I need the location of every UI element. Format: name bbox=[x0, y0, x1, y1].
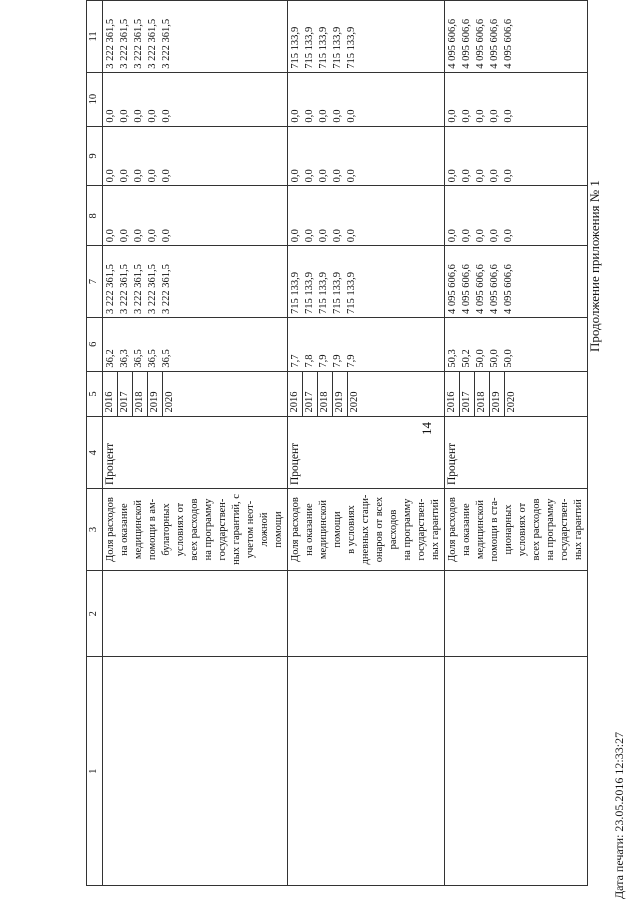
col7-value: 715 133,9 bbox=[290, 271, 301, 314]
col6-value: 36,5 bbox=[147, 349, 158, 368]
column-header: 8 bbox=[87, 186, 103, 246]
col8-value: 0,0 bbox=[447, 229, 458, 243]
col10-cell bbox=[288, 72, 445, 126]
column-header: 1 bbox=[87, 657, 103, 886]
col8-value: 0,0 bbox=[489, 229, 500, 243]
print-date: Дата печати: 23.05.2016 12:33:27 bbox=[612, 731, 626, 899]
unit-cell: Процент bbox=[445, 417, 588, 489]
continuation-title: Продолжение приложения № 1 bbox=[587, 180, 602, 352]
column-header: 5 bbox=[87, 371, 103, 417]
col8-value: 0,0 bbox=[475, 229, 486, 243]
indicator_lines-value: на оказание bbox=[119, 503, 130, 556]
col11-cell bbox=[103, 1, 288, 73]
col7-cell bbox=[288, 246, 445, 318]
years-value: 2017 bbox=[303, 372, 318, 417]
indicator_lines-value: помощи bbox=[273, 511, 284, 548]
unit-cell: Процент bbox=[288, 417, 445, 489]
page-number: 14 bbox=[419, 422, 434, 435]
appendix-table bbox=[86, 0, 588, 886]
col9-value: 0,0 bbox=[346, 169, 357, 183]
col8-value: 0,0 bbox=[105, 229, 116, 243]
col10-value: 0,0 bbox=[304, 109, 315, 123]
col11-value: 4 095 606,6 bbox=[461, 18, 472, 69]
col10-value: 0,0 bbox=[461, 109, 472, 123]
unit-cell: Процент bbox=[103, 417, 288, 489]
indicator_lines-value: Доля расходов bbox=[105, 497, 116, 562]
indicator_lines-value: Доля расходов bbox=[447, 497, 458, 562]
col7-value: 4 095 606,6 bbox=[447, 264, 458, 314]
years-value: 2019 bbox=[333, 372, 348, 417]
column-2-cell bbox=[445, 570, 588, 657]
column-header: 11 bbox=[87, 1, 103, 73]
header-row bbox=[87, 1, 103, 886]
col11-value: 4 095 606,6 bbox=[503, 18, 514, 69]
col7-value: 3 222 361,5 bbox=[119, 264, 130, 314]
indicator_lines-value: условиях от bbox=[517, 502, 528, 557]
col11-value: 3 222 361,5 bbox=[147, 18, 158, 69]
column-1-cell bbox=[103, 657, 288, 886]
years-value: 2019 bbox=[490, 372, 505, 417]
col6-value: 7,8 bbox=[304, 354, 315, 368]
col10-cell bbox=[445, 72, 588, 126]
col11-value: 715 133,9 bbox=[304, 26, 315, 69]
indicator_lines-value: ных гарантий bbox=[573, 499, 584, 560]
col8-value: 0,0 bbox=[119, 229, 130, 243]
col8-value: 0,0 bbox=[133, 229, 144, 243]
col6-value: 7,9 bbox=[332, 354, 343, 368]
col6-value: 50,0 bbox=[475, 349, 486, 368]
col9-value: 0,0 bbox=[332, 169, 343, 183]
column-1-cell bbox=[288, 657, 445, 886]
col10-value: 0,0 bbox=[119, 109, 130, 123]
col8-value: 0,0 bbox=[304, 229, 315, 243]
indicator_lines-value: всех расходов bbox=[531, 498, 542, 561]
years-cell bbox=[103, 371, 288, 417]
col7-value: 3 222 361,5 bbox=[147, 264, 158, 314]
years-value: 2020 bbox=[506, 391, 517, 413]
indicator_lines-value: на оказание bbox=[304, 503, 315, 556]
col10-value: 0,0 bbox=[489, 109, 500, 123]
col9-value: 0,0 bbox=[503, 169, 514, 183]
col8-value: 0,0 bbox=[290, 229, 301, 243]
years-value: 2017 bbox=[460, 372, 475, 417]
col7-value: 4 095 606,6 bbox=[489, 264, 500, 314]
indicator_lines-value: помощи в ста- bbox=[489, 497, 500, 562]
col9-value: 0,0 bbox=[290, 169, 301, 183]
col6-value: 50,0 bbox=[489, 349, 500, 368]
col11-value: 4 095 606,6 bbox=[447, 18, 458, 69]
indicator_lines-value: ционарных bbox=[503, 504, 514, 555]
indicator_lines-value: расходов bbox=[388, 509, 399, 550]
col7-value: 4 095 606,6 bbox=[503, 264, 514, 314]
col9-value: 0,0 bbox=[304, 169, 315, 183]
indicator_lines-value: медицинской bbox=[475, 499, 486, 560]
column-2-cell bbox=[103, 570, 288, 657]
years-value: 2018 bbox=[318, 372, 333, 417]
col7-value: 715 133,9 bbox=[332, 271, 343, 314]
years-value: 2016 bbox=[103, 372, 118, 417]
indicator_lines-value: ложной bbox=[259, 512, 270, 547]
indicator-name-cell bbox=[103, 489, 288, 571]
years-value: 2016 bbox=[288, 372, 303, 417]
years-value: 2020 bbox=[164, 391, 175, 413]
indicator_lines-value: на программу bbox=[545, 498, 556, 561]
col10-value: 0,0 bbox=[290, 109, 301, 123]
col6-value: 7,9 bbox=[346, 354, 357, 368]
indicator_lines-value: условиях от bbox=[175, 502, 186, 557]
indicator_lines-value: помощи bbox=[332, 511, 343, 548]
col9-cell bbox=[103, 126, 288, 186]
indicator_lines-value: всех расходов bbox=[189, 498, 200, 561]
col6-value: 7,9 bbox=[318, 354, 329, 368]
col8-value: 0,0 bbox=[161, 229, 172, 243]
years-value: 2020 bbox=[349, 391, 360, 413]
col11-value: 3 222 361,5 bbox=[105, 18, 116, 69]
years-cell bbox=[288, 371, 445, 417]
col10-value: 0,0 bbox=[503, 109, 514, 123]
col11-value: 3 222 361,5 bbox=[133, 18, 144, 69]
years-value: 2019 bbox=[148, 372, 163, 417]
indicator_lines-value: помощи в ам- bbox=[147, 498, 158, 561]
col10-value: 0,0 bbox=[332, 109, 343, 123]
indicator_lines-value: государствен- bbox=[559, 498, 570, 561]
indicator_lines-value: ных гарантий, с bbox=[231, 494, 242, 565]
table-row bbox=[445, 1, 588, 886]
col7-cell bbox=[103, 246, 288, 318]
column-header: 6 bbox=[87, 317, 103, 371]
col8-value: 0,0 bbox=[332, 229, 343, 243]
col6-value: 36,3 bbox=[119, 349, 130, 368]
col10-value: 0,0 bbox=[346, 109, 357, 123]
col11-value: 715 133,9 bbox=[332, 26, 343, 69]
indicator-name-cell bbox=[445, 489, 588, 571]
col9-cell bbox=[445, 126, 588, 186]
col9-value: 0,0 bbox=[161, 169, 172, 183]
col8-value: 0,0 bbox=[147, 229, 158, 243]
col9-value: 0,0 bbox=[461, 169, 472, 183]
years-value: 2017 bbox=[118, 372, 133, 417]
column-header: 9 bbox=[87, 126, 103, 186]
indicator_lines-value: учетом неот- bbox=[245, 500, 256, 559]
col8-value: 0,0 bbox=[346, 229, 357, 243]
col6-value: 50,3 bbox=[447, 349, 458, 368]
indicator_lines-value: государствен- bbox=[217, 498, 228, 561]
indicator_lines-value: в условиях bbox=[346, 505, 357, 554]
col10-value: 0,0 bbox=[133, 109, 144, 123]
col6-value: 50,2 bbox=[461, 349, 472, 368]
col9-value: 0,0 bbox=[147, 169, 158, 183]
col10-cell bbox=[103, 72, 288, 126]
col6-value: 36,5 bbox=[161, 349, 172, 368]
table-row bbox=[288, 1, 445, 886]
col8-cell bbox=[103, 186, 288, 246]
col11-value: 715 133,9 bbox=[290, 26, 301, 69]
col9-value: 0,0 bbox=[318, 169, 329, 183]
col11-value: 4 095 606,6 bbox=[475, 18, 486, 69]
column-header: 7 bbox=[87, 246, 103, 318]
column-1-cell bbox=[445, 657, 588, 886]
col10-value: 0,0 bbox=[161, 109, 172, 123]
col7-value: 4 095 606,6 bbox=[475, 264, 486, 314]
col11-value: 715 133,9 bbox=[346, 26, 357, 69]
col7-value: 3 222 361,5 bbox=[161, 264, 172, 314]
indicator_lines-value: Доля расходов bbox=[290, 497, 301, 562]
indicator_lines-value: булаторных bbox=[161, 503, 172, 556]
column-header: 2 bbox=[87, 570, 103, 657]
years-cell bbox=[445, 371, 588, 417]
indicator_lines-value: медицинской bbox=[318, 499, 329, 560]
col10-value: 0,0 bbox=[105, 109, 116, 123]
col11-cell bbox=[445, 1, 588, 73]
indicator_lines-value: на оказание bbox=[461, 503, 472, 556]
indicator_lines-value: онаров от всех bbox=[374, 496, 385, 563]
col9-value: 0,0 bbox=[475, 169, 486, 183]
col9-value: 0,0 bbox=[133, 169, 144, 183]
col11-value: 4 095 606,6 bbox=[489, 18, 500, 69]
col9-value: 0,0 bbox=[447, 169, 458, 183]
years-value: 2016 bbox=[445, 372, 460, 417]
col6-cell bbox=[103, 317, 288, 371]
col8-value: 0,0 bbox=[318, 229, 329, 243]
col8-cell bbox=[288, 186, 445, 246]
col7-value: 715 133,9 bbox=[346, 271, 357, 314]
col10-value: 0,0 bbox=[147, 109, 158, 123]
col11-value: 3 222 361,5 bbox=[119, 18, 130, 69]
col6-value: 36,5 bbox=[133, 349, 144, 368]
col8-value: 0,0 bbox=[461, 229, 472, 243]
indicator_lines-value: дневных стаци- bbox=[360, 494, 371, 565]
col7-value: 3 222 361,5 bbox=[133, 264, 144, 314]
col9-value: 0,0 bbox=[119, 169, 130, 183]
col7-value: 3 222 361,5 bbox=[105, 264, 116, 314]
column-header: 10 bbox=[87, 72, 103, 126]
col10-value: 0,0 bbox=[447, 109, 458, 123]
column-2-cell bbox=[288, 570, 445, 657]
col8-value: 0,0 bbox=[503, 229, 514, 243]
years-value: 2018 bbox=[475, 372, 490, 417]
col7-value: 4 095 606,6 bbox=[461, 264, 472, 314]
column-header: 3 bbox=[87, 489, 103, 571]
indicator_lines-value: ных гарантий bbox=[430, 499, 441, 560]
years-value: 2018 bbox=[133, 372, 148, 417]
table-row bbox=[103, 1, 288, 886]
col6-value: 50,0 bbox=[503, 349, 514, 368]
col6-value: 36,2 bbox=[105, 349, 116, 368]
col6-cell bbox=[288, 317, 445, 371]
col10-value: 0,0 bbox=[318, 109, 329, 123]
col7-cell bbox=[445, 246, 588, 318]
col10-value: 0,0 bbox=[475, 109, 486, 123]
col11-value: 715 133,9 bbox=[318, 26, 329, 69]
col7-value: 715 133,9 bbox=[318, 271, 329, 314]
indicator_lines-value: на программу bbox=[402, 498, 413, 561]
indicator-name-cell bbox=[288, 489, 445, 571]
col11-cell bbox=[288, 1, 445, 73]
indicator_lines-value: на программу bbox=[203, 498, 214, 561]
col11-value: 3 222 361,5 bbox=[161, 18, 172, 69]
col6-cell bbox=[445, 317, 588, 371]
col9-cell bbox=[288, 126, 445, 186]
indicator_lines-value: медицинской bbox=[133, 499, 144, 560]
col9-value: 0,0 bbox=[489, 169, 500, 183]
col8-cell bbox=[445, 186, 588, 246]
indicator_lines-value: государствен- bbox=[416, 498, 427, 561]
col6-value: 7,7 bbox=[290, 354, 301, 368]
col9-value: 0,0 bbox=[105, 169, 116, 183]
col7-value: 715 133,9 bbox=[304, 271, 315, 314]
column-header: 4 bbox=[87, 417, 103, 489]
